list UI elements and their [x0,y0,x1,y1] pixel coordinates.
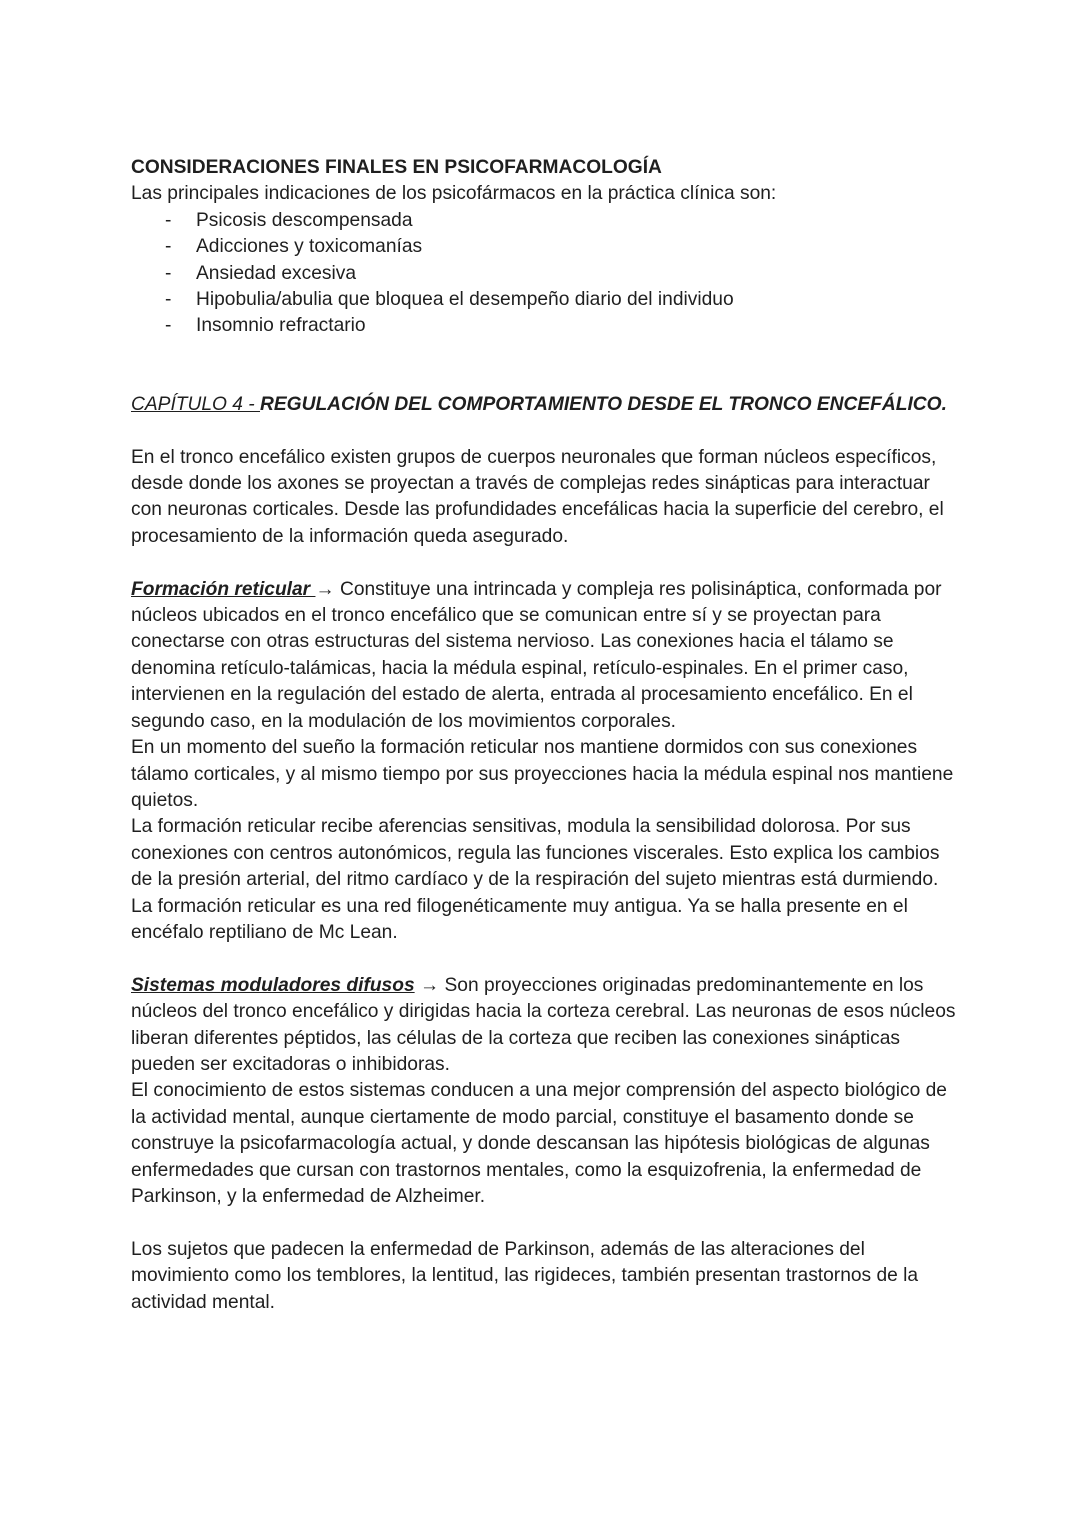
section-intro: Las principales indicaciones de los psicofármacos en la práctica clínica son: [131,183,777,205]
reticular-paragraph-4: La formación reticular es una red filogenéticamente muy antigua. Ya se halla presente en el encéfalo reptiliano de Mc Lean. [131,895,908,943]
indications-list [131,208,961,340]
dash-bullet: - [165,209,172,231]
list-item: - Insomnio refractario [131,313,961,339]
list-item: - Adicciones y toxicomanías [131,234,961,260]
reticular-paragraph: Formación reticular → Constituye una intrincada y compleja res polisináptica, conformada por núcleos ubicados en el tronco encefálico que se comunican entre sí y se proyectan para conectarse con otras estructuras del sistema nervioso. Las conexiones hacia el tálamo se denomina retículo-talámicas, hacia la médula espinal, retículo-espinales. En el primer caso, intervienen en la regulación del estado de alerta, entrada al procesamiento encefálico. En el segundo caso, en la modulación de los movimientos corporales. [131,578,942,732]
list-item: - Ansiedad excesiva [131,261,961,287]
moduladores-paragraph-2: El conocimiento de estos sistemas conducen a una mejor comprensión del aspecto biológico de la actividad mental, aunque ciertamente de modo parcial, constituye el basamento donde se construye la psicofarmacología actual, y donde descansan las hipótesis biológicas de algunas enfermedades que cursan con trastornos mentales, como la esquizofrenia, la enfermedad de Parkinson, y la enfermedad de Alzheimer. [131,1080,947,1207]
chapter-number: CAPÍTULO 4 - [131,393,261,415]
document-page [131,155,961,1316]
term-sistemas-moduladores: Sistemas moduladores difusos [131,974,415,996]
list-item: - Psicosis descompensada [131,208,961,234]
dash-bullet: - [165,315,172,337]
term-formacion-reticular: Formación reticular [131,578,316,600]
reticular-paragraph-2: En un momento del sueño la formación reticular nos mantiene dormidos con sus conexiones tálamo corticales, y al mismo tiempo por sus proyecciones hacia la médula espinal nos mantiene quietos. [131,737,954,811]
list-item: - Hipobulia/abulia que bloquea el desempeño diario del individuo [131,287,961,313]
intro-paragraph: En el tronco encefálico existen grupos de cuerpos neuronales que forman núcleos específicos, desde donde los axones se proyectan a través de complejas redes sinápticas para interactuar con neuronas corticales. Desde las profundidades encefálicas hacia la superficie del cerebro, el procesamiento de la información queda asegurado. [131,446,944,547]
dash-bullet: - [165,262,172,284]
moduladores-paragraph: Sistemas moduladores difusos → Son proyecciones originadas predominantemente en los núcleos del tronco encefálico y dirigidas hacia la corteza cerebral. Las neuronas de esos núcleos liberan diferentes péptidos, las células de la corteza que reciben las conexiones sinápticas pueden ser excitadoras o inhibidoras. [131,974,956,1075]
reticular-paragraph-3: La formación reticular recibe aferencias sensitivas, modula la sensibilidad dolorosa. Por sus conexiones con centros autonómicos, regula las funciones viscerales. Esto explica los cambios de la presión arterial, del ritmo cardíaco y de la respiración del sujeto mientras está durmiendo. [131,816,940,891]
section-title: CONSIDERACIONES FINALES EN PSICOFARMACOLOGÍA [131,157,662,178]
dash-bullet: - [165,236,172,258]
chapter-heading [131,392,961,418]
dash-bullet: - [165,289,172,311]
chapter-title: REGULACIÓN DEL COMPORTAMIENTO DESDE EL TRONCO ENCEFÁLICO. [260,393,947,415]
parkinson-paragraph: Los sujetos que padecen la enfermedad de Parkinson, además de las alteraciones del movimiento como los temblores, la lentitud, las rigideces, también presentan trastornos de la actividad mental. [131,1238,919,1313]
